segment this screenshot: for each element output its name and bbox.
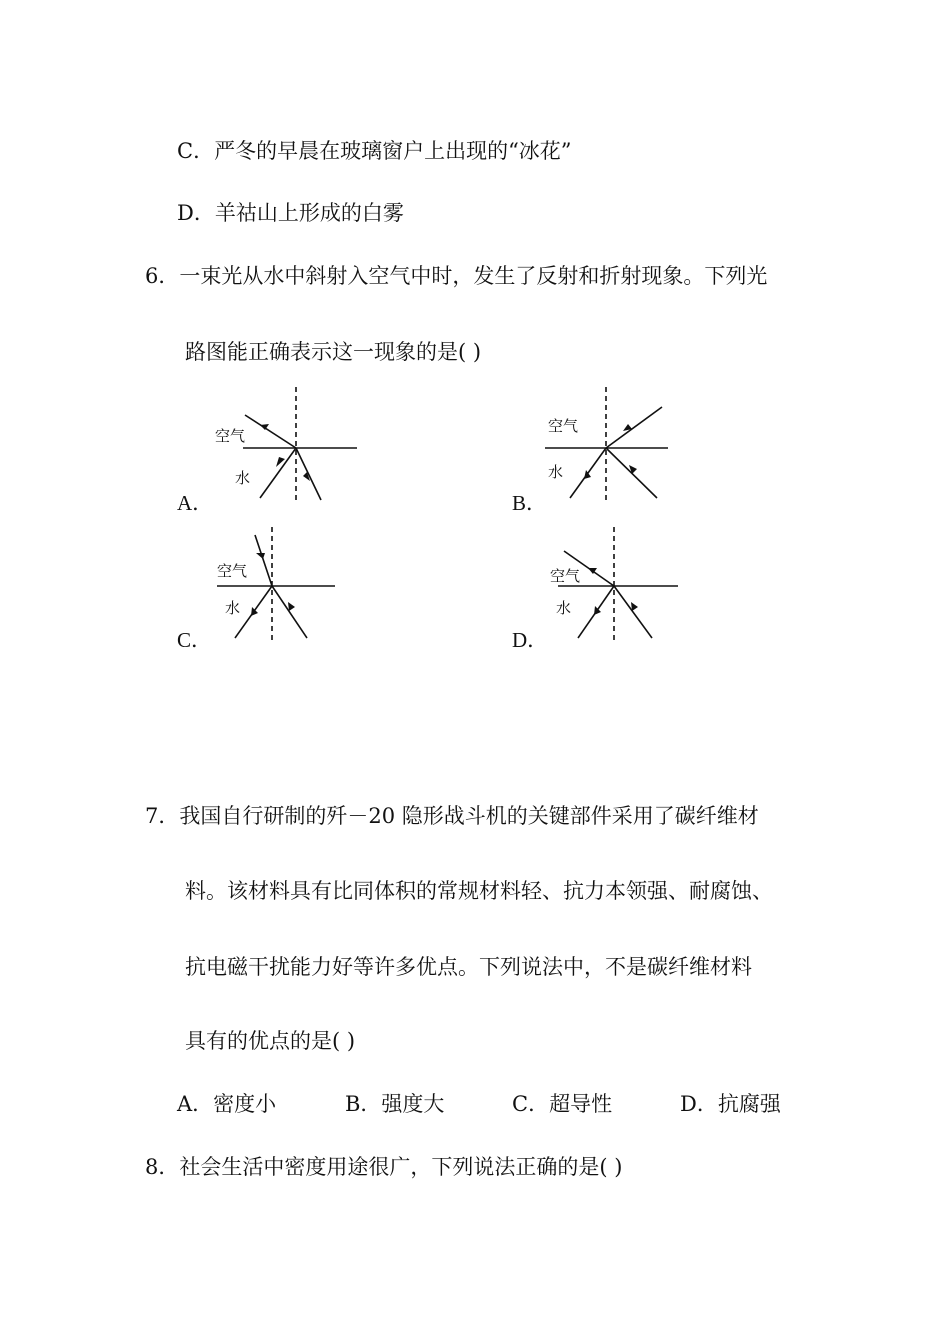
air-label: 空气 [548,417,579,435]
q7-option-c: C．超导性 [512,1092,613,1116]
q6-stem-line1: 6．一束光从水中斜射入空气中时，发生了反射和折射现象。下列光 [145,264,768,288]
water-label: 水 [556,599,572,617]
q6-option-c-label: C． [177,628,213,652]
q5-option-d: D．羊祜山上形成的白雾 [177,201,404,225]
q6-option-b-label: B． [512,491,548,515]
q6-option-a-label: A． [177,491,214,515]
q6-diagram-d [540,525,700,645]
q6-diagram-b [540,385,700,505]
air-label: 空气 [215,427,246,445]
q8-stem-line1: 8．社会生活中密度用途很广，下列说法正确的是( ) [145,1155,623,1179]
q6-diagram-c [205,525,365,645]
q6-stem-line2: 路图能正确表示这一现象的是( ) [185,340,482,364]
water-label: 水 [235,469,251,487]
air-label: 空气 [217,562,248,580]
q7-option-a: A．密度小 [177,1092,277,1116]
q5-option-c: C．严冬的早晨在玻璃窗户上出现的“冰花” [177,139,572,163]
q7-option-d: D．抗腐强 [680,1092,781,1116]
air-label: 空气 [550,567,581,585]
q7-option-b: B．强度大 [345,1092,445,1116]
q7-stem-line4: 具有的优点的是( ) [185,1029,356,1053]
q7-stem-line3: 抗电磁干扰能力好等许多优点。下列说法中，不是碳纤维材料 [185,955,752,979]
q7-stem-line1: 7．我国自行研制的歼－20 隐形战斗机的关键部件采用了碳纤维材 [145,804,759,828]
water-label: 水 [548,463,564,481]
water-label: 水 [225,599,241,617]
q6-diagram-a [205,385,365,505]
q6-option-d-label: D． [512,628,549,652]
q7-stem-line2: 料。该材料具有比同体积的常规材料轻、抗力本领强、耐腐蚀、 [185,879,773,903]
